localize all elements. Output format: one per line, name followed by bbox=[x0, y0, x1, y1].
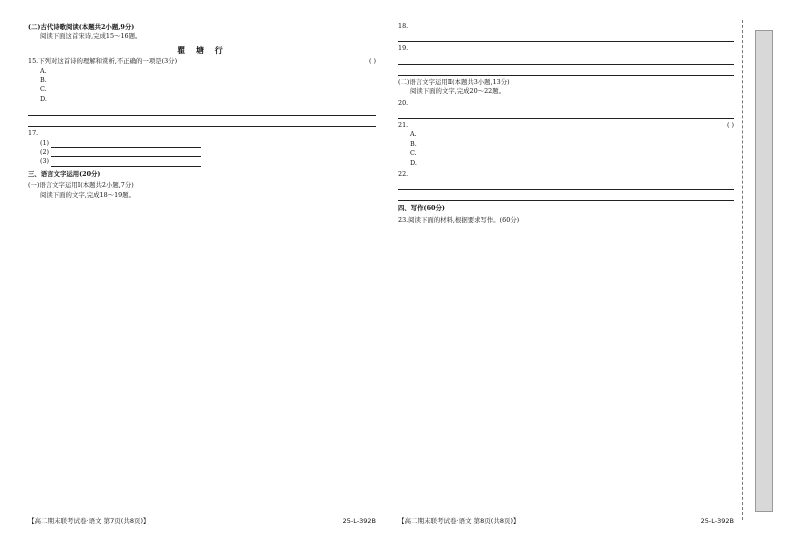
answer-line[interactable] bbox=[398, 180, 734, 190]
subsection-1-intro: 阅读下面的文字,完成18～19题。 bbox=[40, 190, 135, 199]
subsection-2-heading: (二)语言文字运用Ⅱ(本题共3小题,13分) bbox=[398, 77, 510, 86]
option-b: B. bbox=[40, 76, 47, 85]
option-c: C. bbox=[40, 85, 47, 94]
answer-line[interactable] bbox=[398, 66, 734, 76]
question-21-stem: 21. bbox=[398, 121, 409, 130]
q17-item-2: (2) bbox=[28, 148, 376, 157]
answer-line[interactable] bbox=[398, 109, 734, 119]
option-c: C. bbox=[410, 149, 417, 158]
page-7 bbox=[22, 20, 382, 525]
question-15 bbox=[28, 57, 376, 66]
section-4-heading: 四、写作(60分) bbox=[398, 204, 445, 213]
subsection-1-heading: (一)语言文字运用Ⅰ(本题共2小题,7分) bbox=[28, 181, 134, 190]
spine-bar bbox=[755, 30, 773, 512]
footer-title: 【高二期末联考试卷·语文 第8页(共8页)】 bbox=[398, 516, 520, 525]
fill-blank[interactable] bbox=[51, 140, 201, 148]
footer-code: 25-L-392B bbox=[700, 516, 734, 525]
q17-item-1: (1) bbox=[28, 139, 376, 148]
question-15-stem: 15.下列对这首诗的理解和赏析,不正确的一项是(3分) bbox=[28, 57, 178, 66]
answer-bracket: ( ) bbox=[368, 57, 376, 66]
footer-code: 25-L-392B bbox=[342, 516, 376, 525]
option-d: D. bbox=[410, 158, 417, 167]
question-23: 23.阅读下面的材料,根据要求写作。(60分) bbox=[398, 215, 520, 224]
option-a: A. bbox=[410, 130, 417, 139]
question-19: 19. bbox=[398, 44, 409, 53]
answer-line[interactable] bbox=[28, 106, 376, 116]
fill-blank[interactable] bbox=[51, 159, 201, 167]
page-footer bbox=[398, 517, 734, 526]
option-b: B. bbox=[410, 139, 417, 148]
poem-intro: 阅读下面这首宋诗,完成15～16题。 bbox=[40, 32, 142, 41]
answer-line[interactable] bbox=[28, 117, 376, 127]
answer-line[interactable] bbox=[398, 191, 734, 201]
question-18: 18. bbox=[398, 22, 409, 30]
poem-section-heading: (二)古代诗歌阅读(本题共2小题,9分) bbox=[28, 23, 135, 31]
section-3-heading: 三、语言文字运用(20分) bbox=[28, 169, 101, 178]
binding-spine bbox=[742, 20, 783, 520]
fill-blank[interactable] bbox=[51, 149, 201, 157]
answer-line[interactable] bbox=[398, 55, 734, 65]
option-a: A. bbox=[40, 66, 47, 75]
footer-title: 【高二期末联考试卷·语文 第7页(共8页)】 bbox=[28, 516, 150, 525]
option-d: D. bbox=[40, 94, 47, 103]
question-17: 17. bbox=[28, 129, 39, 138]
subsection-2-intro: 阅读下面的文字,完成20～22题。 bbox=[410, 87, 505, 96]
answer-bracket: ( ) bbox=[726, 121, 734, 130]
q17-item-3: (3) bbox=[28, 157, 376, 166]
page-footer bbox=[28, 517, 376, 526]
question-20: 20. bbox=[398, 98, 409, 107]
answer-line[interactable] bbox=[398, 32, 734, 42]
poem-title: 瞿 塘 行 bbox=[177, 44, 227, 55]
page-8 bbox=[392, 20, 740, 525]
question-21 bbox=[398, 121, 734, 130]
question-22: 22. bbox=[398, 170, 409, 179]
